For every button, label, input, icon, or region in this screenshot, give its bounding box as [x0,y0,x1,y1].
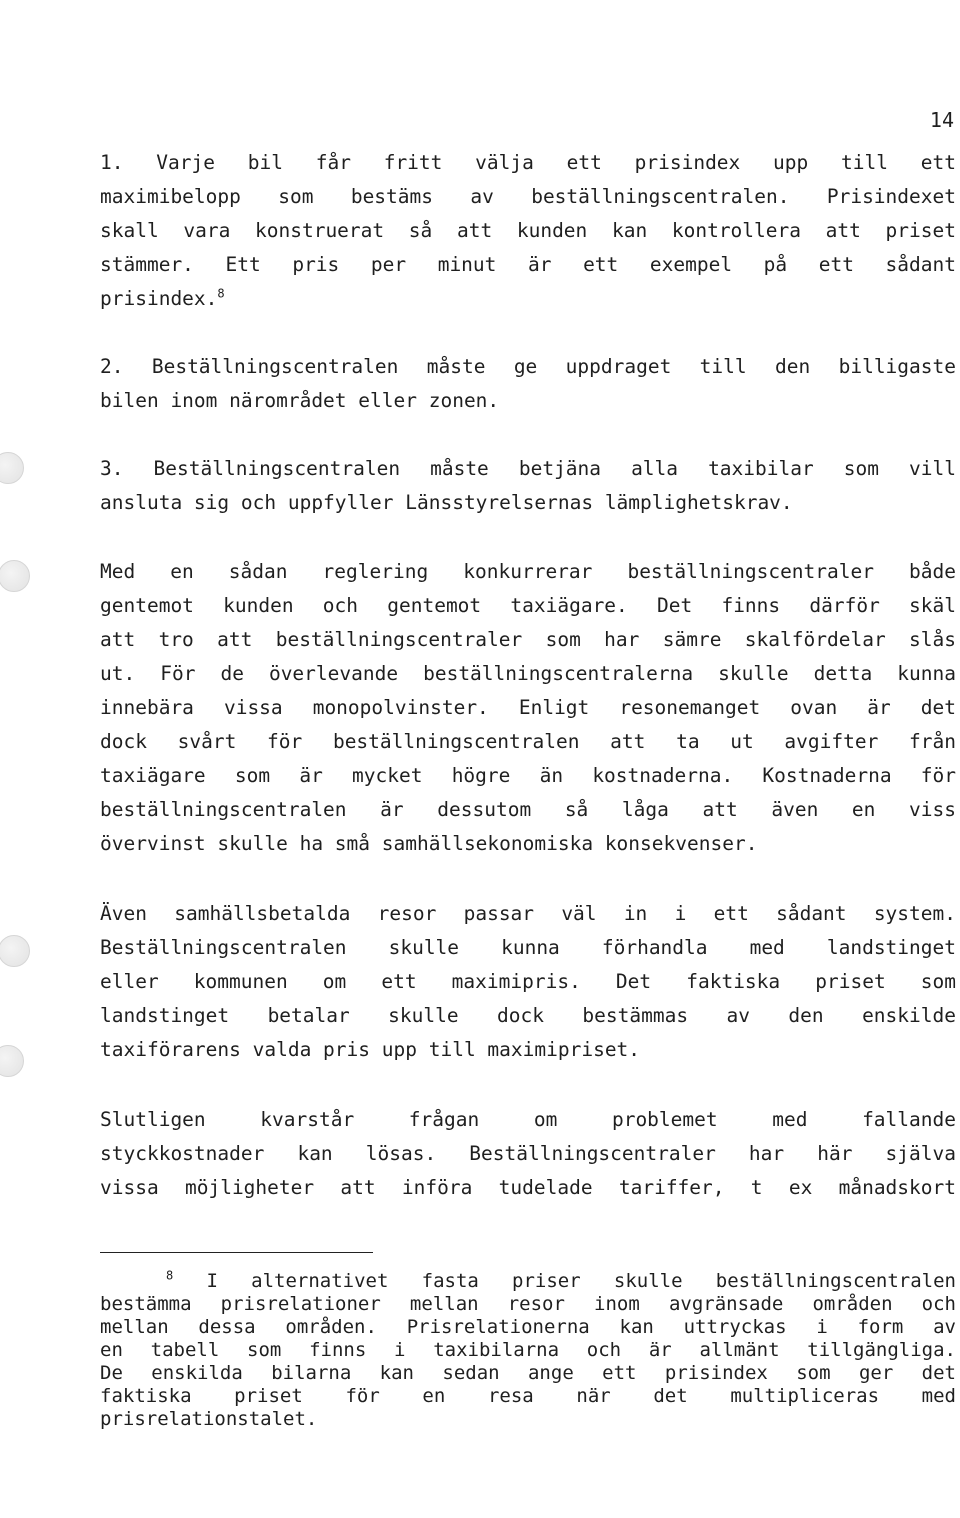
text-line: Med en sådan reglering konkurrerar beställningscentraler både [100,560,956,583]
page-number: 14 [929,108,954,132]
text-line: landstinget betalar skulle dock bestämmas av den enskilde [100,1004,956,1027]
list-item [100,452,956,520]
text-line: Beställningscentralen skulle kunna förhandla med landstinget [100,936,956,959]
footnote-separator [100,1252,373,1253]
text-line: 1. Varje bil får fritt välja ett prisindex upp till ett [100,151,956,174]
punch-hole-mark [0,452,24,484]
text-line: dock svårt för beställningscentralen att ta ut avgifter från [100,730,956,753]
text-line: Slutligen kvarstår frågan om problemet med fallande [100,1108,956,1131]
text-line: en tabell som finns i taxibilarna och är allmänt tillgängliga. [100,1339,956,1361]
list-item [100,350,956,418]
text-line: taxiförarens valda pris upp till maximipriset. [100,1038,641,1061]
text-line: maximibelopp som bestäms av beställningscentralen. Prisindexet [100,185,956,208]
footnote-reference: 8 [217,286,225,301]
text-line: ut. För de överlevande beställningscentralerna skulle detta kunna [100,662,956,685]
text-line: övervinst skulle ha små samhällsekonomiska konsekvenser. [100,832,758,855]
text-line: skall vara konstruerat så att kunden kan kontrollera att priset [100,219,956,242]
text-line: De enskilda bilarna kan sedan ange ett prisindex som ger det [100,1362,956,1384]
paragraph [100,897,956,1067]
text-line: innebära vissa monopolvinster. Enligt resonemanget ovan är det [100,696,956,719]
punch-hole-mark [0,560,30,592]
text-line: styckkostnader kan lösas. Beställningscentraler har här själva [100,1142,956,1165]
text-line: Även samhällsbetalda resor passar väl in i ett sådant system. [100,902,956,925]
paragraph [100,555,956,861]
text-line: 3. Beställningscentralen måste betjäna alla taxibilar som vill [100,457,956,480]
text-line: bilen inom närområdet eller zonen. [100,389,500,412]
text-line: taxiägare som är mycket högre än kostnaderna. Kostnaderna för [100,764,956,787]
text-line: prisrelationstalet. [100,1408,318,1430]
text-line: mellan dessa områden. Prisrelationerna kan uttryckas i form av [100,1316,956,1338]
text-line: 2. Beställningscentralen måste ge uppdraget till den billigaste [100,355,956,378]
text-line: eller kommunen om ett maximipris. Det faktiska priset som [100,970,956,993]
text-line: vissa möjligheter att införa tudelade tariffer, t ex månadskort [100,1176,956,1199]
text-line: stämmer. Ett pris per minut är ett exempel på ett sådant [100,253,956,276]
list-item [100,146,956,316]
paragraph [100,1103,956,1205]
text-line: att tro att beställningscentraler som har sämre skalfördelar slås [100,628,956,651]
punch-hole-mark [0,935,30,967]
footnote [100,1270,956,1431]
text-line: $^8$ I alternativet fasta priser skulle beställningscentralen [166,1270,956,1292]
punch-hole-mark [0,1045,24,1077]
text-line: prisindex.$^8$ [100,286,225,310]
footnote-marker: 8 [166,1270,174,1283]
text-line: beställningscentralen är dessutom så låga att även en viss [100,798,956,821]
text-line: ansluta sig och uppfyller Länsstyrelsernas lämplighetskrav. [100,491,793,514]
text-line: gentemot kunden och gentemot taxiägare. Det finns därför skäl [100,594,956,617]
text-line: faktiska priset för en resa när det multipliceras med [100,1385,956,1407]
text-line: bestämma prisrelationer mellan resor inom avgränsade områden och [100,1293,956,1315]
